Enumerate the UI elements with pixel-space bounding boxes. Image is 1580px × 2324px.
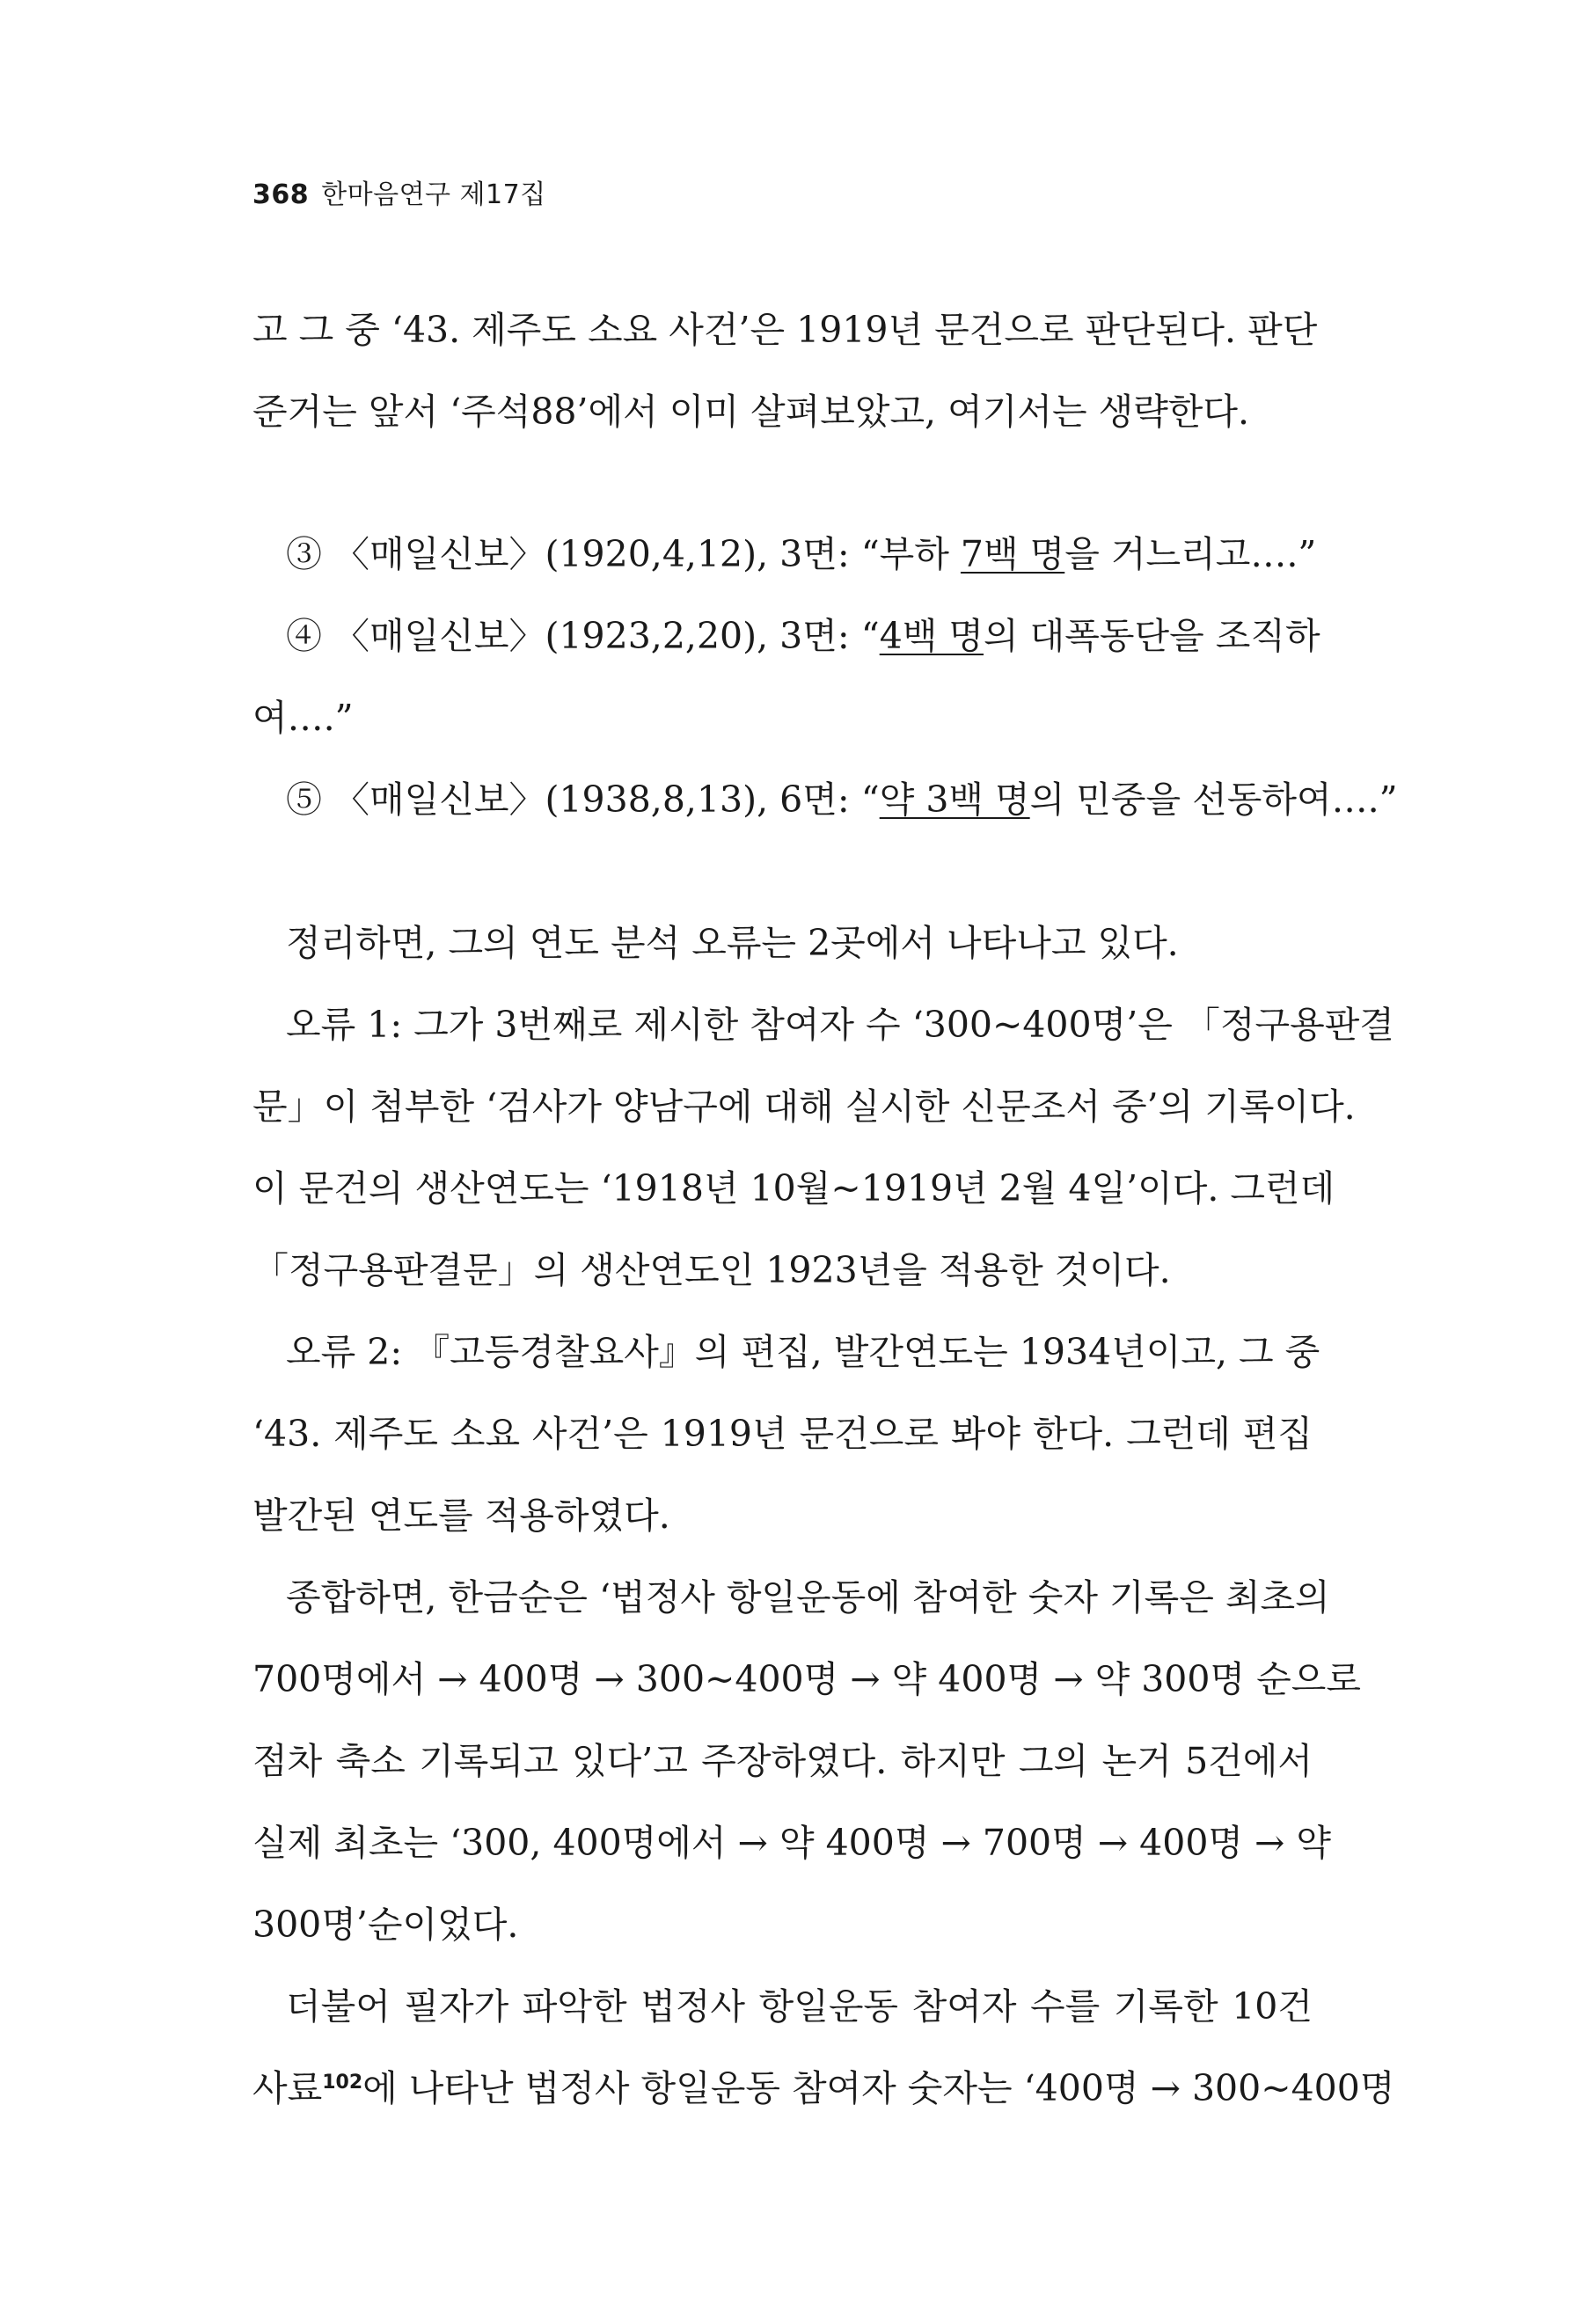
quote-item-3 bbox=[252, 514, 1317, 596]
synthesis-line: 700명에서 → 400명 → 300~400명 → 약 400명 → 약 300명 순으로 bbox=[252, 1658, 1361, 1700]
final-line bbox=[252, 2048, 1395, 2130]
quote-item-4-continued: 여….” bbox=[252, 697, 354, 739]
quote-list bbox=[252, 514, 1398, 841]
synthesis-line: 점차 축소 기록되고 있다’고 주장하였다. 하지만 그의 논거 5건에서 bbox=[252, 1740, 1313, 1782]
error-1-line: 「정구용판결문」의 생산연도인 1923년을 적용한 것이다. bbox=[252, 1249, 1171, 1291]
quote-item-5 bbox=[252, 759, 1398, 841]
text-fragment: 에 나타난 법정사 항일운동 참여자 숫자는 ‘400명 → 300~400명 bbox=[362, 2067, 1395, 2109]
quote-text: 의 민중을 선동하여….” bbox=[1029, 778, 1398, 821]
text-line: 준거는 앞서 ‘주석88’에서 이미 살펴보았고, 여기서는 생략한다. bbox=[252, 391, 1250, 433]
text-line: 고 그 중 ‘43. 제주도 소요 사건’은 1919년 문건으로 판단된다. 판단 bbox=[252, 309, 1318, 351]
synthesis-line: 300명’순이었다. bbox=[252, 1904, 519, 1946]
quote-source: ④ 〈매일신보〉(1923,2,20), 3면: “ bbox=[286, 615, 880, 657]
footnote-ref-102[interactable]: 102 bbox=[322, 2072, 363, 2094]
underlined-number: 7백 명 bbox=[960, 533, 1065, 575]
quote-item-4 bbox=[252, 596, 1320, 677]
body-text bbox=[252, 903, 1395, 2130]
quote-text: 을 거느리고….” bbox=[1064, 533, 1317, 575]
synthesis-line: 종합하면, 한금순은 ‘법정사 항일운동에 참여한 숫자 기록은 최초의 bbox=[286, 1576, 1330, 1619]
error-2-line: 발간된 연도를 적용하였다. bbox=[252, 1495, 670, 1537]
quote-text: 의 대폭동단을 조직하 bbox=[984, 615, 1320, 657]
synthesis-line: 실제 최초는 ‘300, 400명에서 → 약 400명 → 700명 → 400명 → 약 bbox=[252, 1822, 1332, 1864]
journal-title: 한마음연구 제17집 bbox=[321, 179, 546, 210]
page-number: 368 bbox=[252, 179, 310, 210]
underlined-number: 약 3백 명 bbox=[879, 778, 1030, 821]
paragraph-summary: 정리하면, 그의 연도 분석 오류는 2곳에서 나타나고 있다. bbox=[286, 922, 1179, 964]
error-1-line: 문」이 첨부한 ‘검사가 양남구에 대해 실시한 신문조서 중’의 기록이다. bbox=[252, 1085, 1356, 1128]
underlined-number: 4백 명 bbox=[879, 615, 984, 657]
final-line: 더불어 필자가 파악한 법정사 항일운동 참여자 수를 기록한 10건 bbox=[286, 1985, 1313, 2028]
error-1-line: 이 문건의 생산연도는 ‘1918년 10월~1919년 2월 4일’이다. 그런데 bbox=[252, 1167, 1335, 1210]
paragraph-intro bbox=[252, 289, 1318, 453]
error-1-line: 오류 1: 그가 3번째로 제시한 참여자 수 ‘300~400명’은 「정구용판결 bbox=[286, 1004, 1394, 1046]
text-fragment: 사료 bbox=[252, 2067, 323, 2109]
running-header bbox=[252, 172, 546, 211]
quote-source: ③ 〈매일신보〉(1920,4,12), 3면: “부하 bbox=[286, 533, 961, 575]
error-2-line: 오류 2: 『고등경찰요사』의 편집, 발간연도는 1934년이고, 그 중 bbox=[286, 1331, 1320, 1373]
error-2-line: ‘43. 제주도 소요 사건’은 1919년 문건으로 봐야 한다. 그런데 편집 bbox=[252, 1413, 1313, 1455]
quote-source: ⑤ 〈매일신보〉(1938,8,13), 6면: “ bbox=[286, 778, 880, 821]
